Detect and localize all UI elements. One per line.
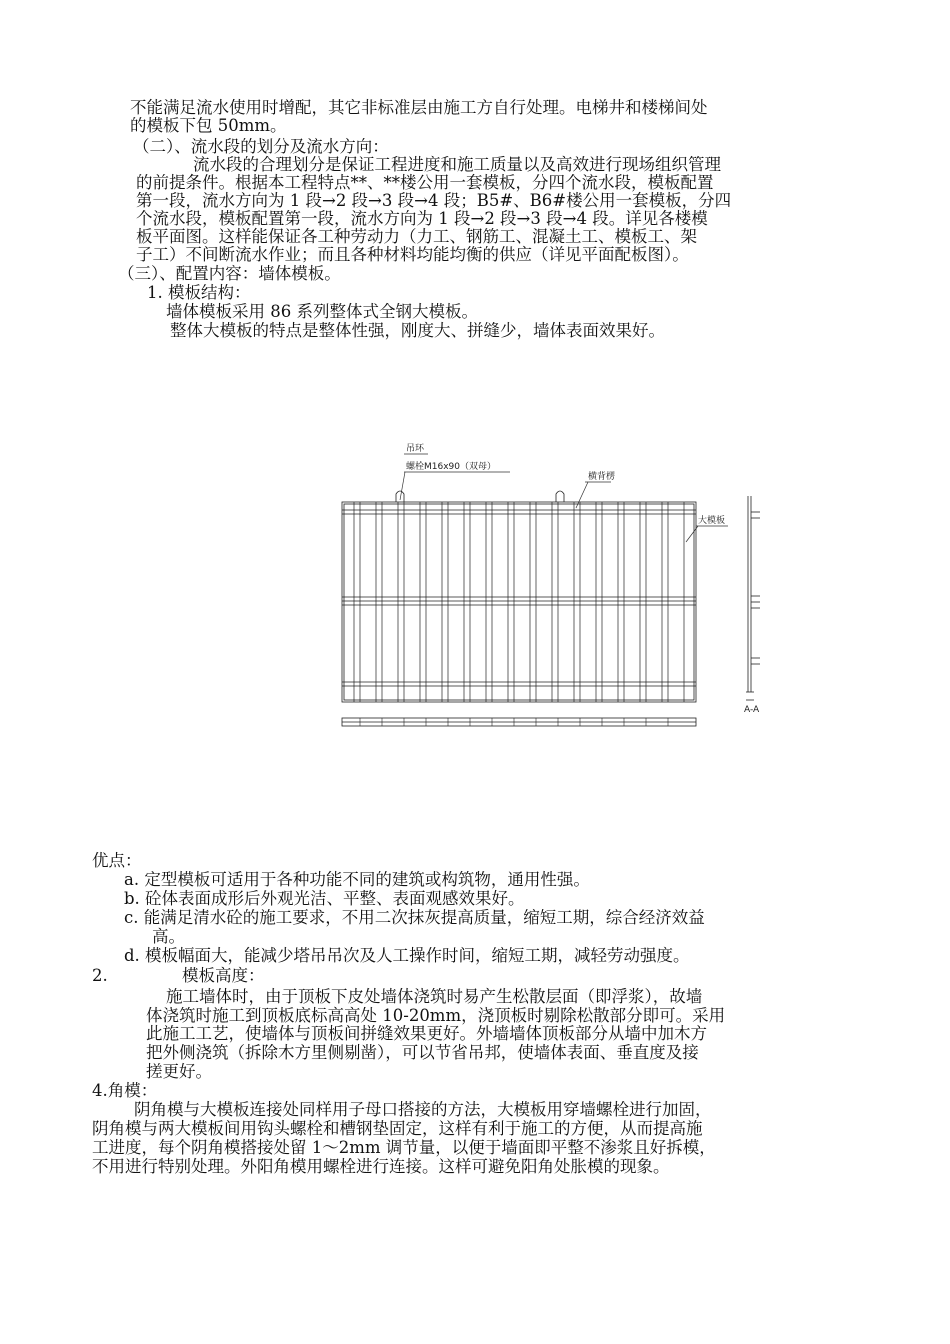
advantage-item: a. 定型模板可适用于各种功能不同的建筑或构筑物，通用性强。 [124,870,590,889]
height-line: 此施工工艺，使墙体与顶板间拼缝效果更好。外墙墙体顶板部分从墙中加木方 [146,1024,707,1043]
corner-line: 工进度，每个阴角模搭接处留 1～2mm 调节量，以便于墙面即平整不渗浆且好拆模， [92,1138,716,1157]
height-number: 2. [92,966,108,985]
section3-line: 墙体模板采用 86 系列整体式全钢大模板。 [166,302,478,321]
label-back: 横背楞 [588,472,616,482]
corner-line: 阴角模与两大模板间用钩头螺栓和槽钢垫固定，这样有利于施工的方便，从而提高施 [92,1119,703,1138]
section3-sub1: 1. 模板结构： [147,283,251,302]
corner-heading: 4.角模： [92,1081,158,1100]
height-heading: 模板高度： [182,966,265,985]
section3-line: 整体大模板的特点是整体性强，刚度大、拼缝少，墙体表面效果好。 [170,321,665,340]
intro-line-1: 不能满足流水使用时增配，其它非标准层由施工方自行处理。电梯井和楼梯间处 [130,98,708,117]
height-line: 施工墙体时，由于顶板下皮处墙体浇筑时易产生松散层面（即浮浆），故墙 [166,987,703,1006]
intro-line-2: 的模板下包 50mm。 [130,116,287,135]
corner-line: 不用进行特别处理。外阳角模用螺栓进行连接。这样可避免阳角处胀模的现象。 [92,1157,670,1176]
label-panel: 大模板 [698,516,726,526]
section2-line: 第一段，流水方向为 1 段→2 段→3 段→4 段；B5#、B6#楼公用一套模板，分四 [136,191,732,210]
section2-line: 个流水段，模板配置第一段，流水方向为 1 段→2 段→3 段→4 段。详见各楼模 [136,209,708,228]
advantage-item: b. 砼体表面成形后外观光洁、平整、表面观感效果好。 [124,889,525,908]
height-line: 体浇筑时施工到顶板底标高高处 10-20mm，浇顶板时剔除松散部分即可。采用 [146,1006,726,1025]
label-hook: 吊环 [406,444,425,454]
panel-plan [342,718,696,726]
advantage-item-cont: 高。 [152,927,185,946]
advantage-item: d. 模板幅面大，能减少塔吊吊次及人工操作时间，缩短工期，减轻劳动强度。 [124,946,690,965]
panel-elevation [342,491,696,702]
section2-heading: （二）、流水段的划分及流水方向： [133,137,389,156]
advantage-item: c. 能满足清水砼的施工要求，不用二次抹灰提高质量，缩短工期，综合经济效益 [124,908,705,927]
section2-line: 的前提条件。根据本工程特点**、**楼公用一套模板，分四个流水段，模板配置 [136,173,714,192]
formwork-diagram [330,430,780,740]
corner-line: 阴角模与大模板连接处同样用子母口搭接的方法，大模板用穿墙螺栓进行加固， [134,1100,712,1119]
section2-line: 板平面图。这样能保证各工种劳动力（力工、钢筋工、混凝土工、模板工、架 [136,227,697,246]
label-bolt: 螺栓M16x90（双母） [406,462,496,472]
advantages-heading: 优点： [92,851,142,870]
section2-line: 流水段的合理划分是保证工程进度和施工质量以及高效进行现场组织管理 [193,155,721,174]
section2-line: 子工）不间断流水作业；而且各种材料均能均衡的供应（详见平面配板图）。 [136,245,689,264]
panel-section [746,496,760,700]
height-line: 搓更好。 [146,1062,212,1081]
label-section: A-A [744,705,760,715]
section3-heading: （三）、配置内容：墙体模板。 [118,264,341,283]
height-line: 把外侧浇筑（拆除木方里侧剔凿），可以节省吊邦，使墙体表面、垂直度及接 [146,1043,699,1062]
